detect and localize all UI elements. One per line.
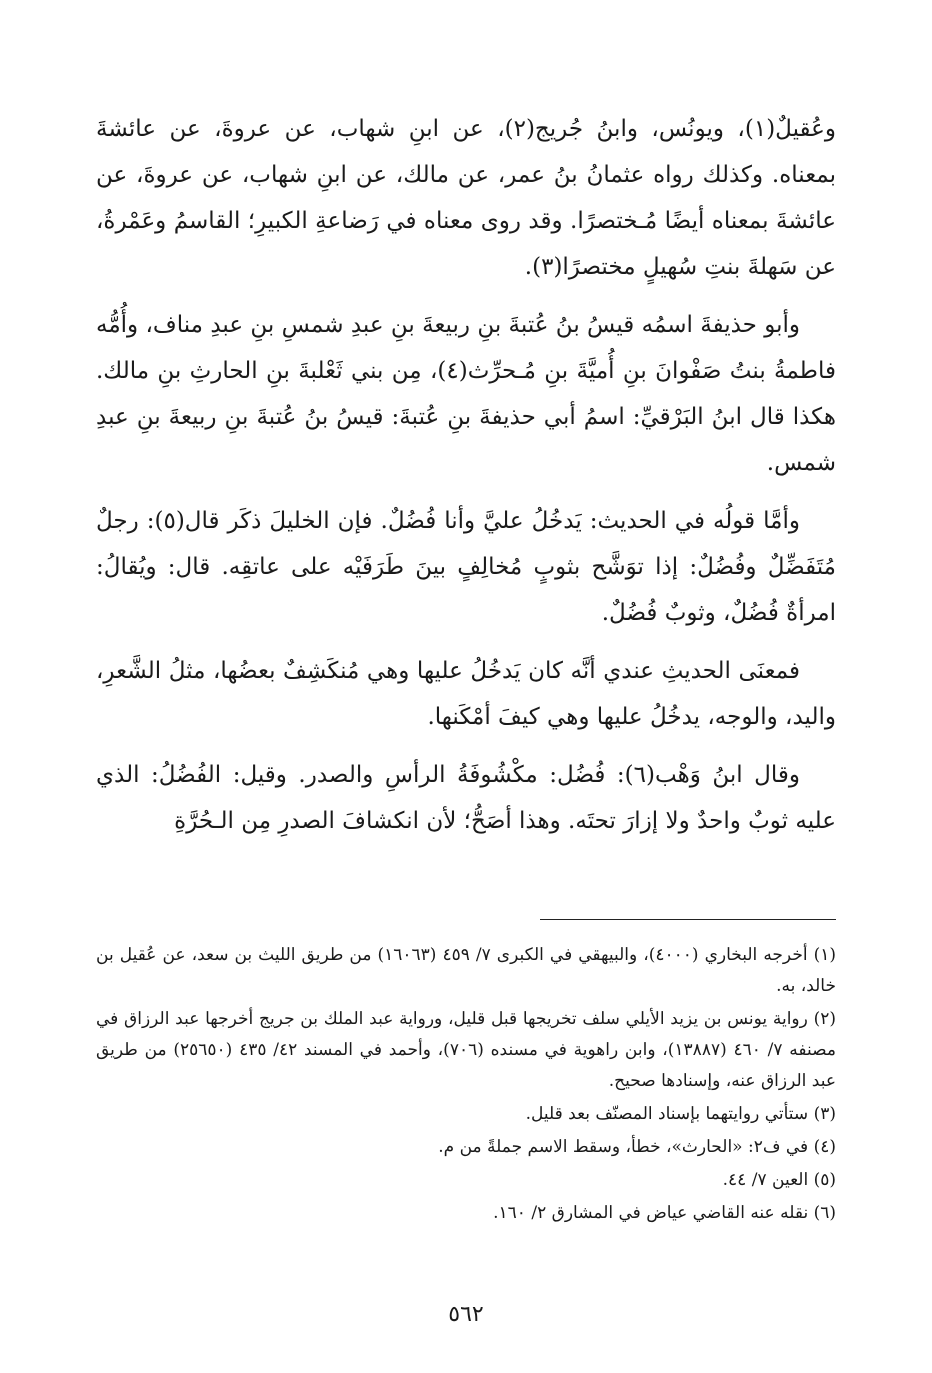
paragraph-5: وقال ابنُ وَهْب(٦): فُضُل: مكْشُوفَةُ الرأسِ والصدر. وقيل: الفُضُلُ: الذي عليه ثوبٌ واحدٌ ولا إزارَ تحتَه. وهذا أصَحُّ؛ لأن انكشافَ الصدرِ مِن الـحُرَّةِ xyxy=(96,762,836,834)
page-number: ٥٦٢ xyxy=(448,1302,484,1327)
paragraph-2: وأبو حذيفةَ اسمُه قيسُ بنُ عُتبةَ بنِ ربيعةَ بنِ عبدِ شمسِ بنِ عبدِ مناف، وأُمُّه فاطمةُ بنتُ صَفْوانَ بنِ أُميَّةَ بنِ مُـحرِّث(٤)، مِن بني ثَعْلبةَ بنِ الحارثِ بنِ مالك. هكذا قال ابنُ البَرْقيِّ: اسمُ أبي حذيفةَ بنِ عُتبةَ: قيسُ بنُ عُتبةَ بنِ ربيعةَ بنِ عبدِ شمس. xyxy=(96,312,836,476)
main-text xyxy=(96,106,836,856)
footnote-2: (٢) رواية يونس بن يزيد الأيلي سلف تخريجها قبل قليل، ورواية عبد الملك بن جريج أخرجها عبد الرزاق في مصنفه ٧/ ٤٦٠ (١٣٨٨٧)، وابن راهوية في مسنده (٧٠٦)، وأحمد في المسند ٤٢/ ٤٣٥ (٢٥٦٥٠) من طريق عبد الرزاق عنه، وإسنادها صحيح. xyxy=(96,1009,836,1091)
footnote-5: (٥) العين ٧/ ٤٤. xyxy=(722,1170,836,1190)
paragraph-3: وأمَّا قولُه في الحديث: يَدخُلُ عليَّ وأنا فُضُلٌ. فإن الخليلَ ذكَر قال(٥): رجلٌ مُتَفَضِّلٌ وفُضُلٌ: إذا توَشَّح بثوبٍ مُخالِفٍ بينَ طَرَفَيْه على عاتقِه. قال: ويُقالُ: امرأةٌ فُضُلٌ، وثوبٌ فُضُلٌ. xyxy=(96,508,836,626)
footnote-6: (٦) نقله عنه القاضي عياض في المشارق ٢/ ١٦٠. xyxy=(493,1203,836,1223)
footnotes xyxy=(96,940,836,1231)
footnote-3: (٣) ستأتي روايتهما بإسناد المصنّف بعد قليل. xyxy=(525,1104,836,1124)
footnote-1: (١) أخرجه البخاري (٤٠٠٠)، والبيهقي في الكبرى ٧/ ٤٥٩ (١٦٠٦٣) من طريق الليث بن سعد، عن عُقيل بن خالد، به. xyxy=(96,945,836,996)
footnote-separator xyxy=(540,919,836,920)
footnote-4: (٤) في ف٢: «الحارث»، خطأ، وسقط الاسم جملةً من م. xyxy=(438,1137,836,1157)
paragraph-4: فمعنَى الحديثِ عندي أنَّه كان يَدخُلُ عليها وهي مُنكَشِفٌ بعضُها، مثلُ الشَّعرِ، واليد، والوجه، يدخُلُ عليها وهي كيفَ أمْكَنها. xyxy=(96,658,836,730)
paragraph-1: وعُقيلٌ(١)، ويونُس، وابنُ جُريج(٢)، عن ابنِ شهاب، عن عروةَ، عن عائشةَ بمعناه. وكذلك رواه عثمانُ بنُ عمر، عن مالك، عن ابنِ شهاب، عن عروةَ، عن عائشةَ بمعناه أيضًا مُـختصرًا. وقد روى معناه في رَضاعةِ الكبيرِ؛ القاسمُ وعَمْرةُ، عن سَهلةَ بنتِ سُهيلٍ مختصرًا(٣). xyxy=(96,116,837,280)
